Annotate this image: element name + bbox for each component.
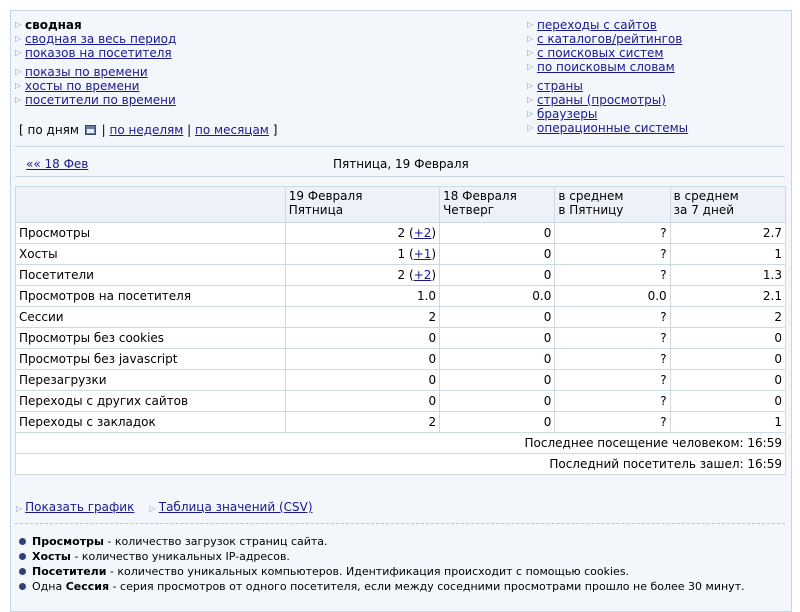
report-menu-right <box>526 18 688 135</box>
value-today: 2 (+2) <box>285 265 439 286</box>
value-today: 0 <box>285 328 439 349</box>
arrow-icon: ▷ <box>527 123 534 132</box>
value-yesterday: 0 <box>440 370 555 391</box>
value-yesterday: 0 <box>440 223 555 244</box>
value-yesterday: 0 <box>440 328 555 349</box>
footer-row <box>16 433 786 454</box>
menu-link[interactable]: страны <box>537 79 583 93</box>
menu-item-summary: ▷ сводная <box>15 18 82 32</box>
value-today: 0 <box>285 391 439 412</box>
period-by-week-link[interactable]: по неделям <box>109 123 184 137</box>
menu-link[interactable]: по поисковым словам <box>537 60 675 74</box>
row-label: Просмотров на посетителя <box>16 286 286 307</box>
row-label: Перезагрузки <box>16 370 286 391</box>
header-avg-7days: в среднем за 7 дней <box>670 187 785 223</box>
bullet-icon <box>19 553 26 560</box>
period-selector: [ по дням | по неделям | по месяцам ] <box>19 123 278 137</box>
value-avg-weekday: ? <box>555 307 670 328</box>
value-avg-7days: 0 <box>670 391 785 412</box>
show-graph-link[interactable]: Показать график <box>25 500 135 514</box>
arrow-icon: ▷ <box>149 504 156 513</box>
row-label: Просмотры <box>16 223 286 244</box>
delta-link[interactable]: +1 <box>413 247 432 261</box>
arrow-icon: ▷ <box>15 67 22 76</box>
menu-link[interactable]: браузеры <box>537 107 598 121</box>
menu-link[interactable]: с поисковых систем <box>537 46 664 60</box>
divider <box>15 146 785 147</box>
row-label: Просмотры без javascript <box>16 349 286 370</box>
value-yesterday: 0 <box>440 412 555 433</box>
arrow-icon: ▷ <box>527 62 534 71</box>
arrow-icon: ▷ <box>527 48 534 57</box>
menu-item-visitors-by-time[interactable] <box>14 93 176 107</box>
value-avg-7days: 2 <box>670 307 785 328</box>
legend-item: Просмотры - количество загрузок страниц сайта. <box>19 534 745 549</box>
row-label: Хосты <box>16 244 286 265</box>
menu-item-views-by-time[interactable] <box>14 65 176 79</box>
arrow-icon: ▷ <box>527 34 534 43</box>
menu-item-os[interactable] <box>526 121 688 135</box>
value-avg-7days: 0 <box>670 349 785 370</box>
date-navigation <box>11 156 791 172</box>
value-avg-weekday: ? <box>555 391 670 412</box>
value-avg-7days: 1.3 <box>670 265 785 286</box>
value-avg-7days: 2.7 <box>670 223 785 244</box>
arrow-icon: ▷ <box>15 20 22 29</box>
row-label: Переходы с закладок <box>16 412 286 433</box>
menu-item-hosts-by-time[interactable] <box>14 79 176 93</box>
arrow-icon: ▷ <box>15 34 22 43</box>
legend-item: Одна Сессия - серия просмотров от одного посетителя, если между соседними просмотрами прошло не более 30 минут. <box>19 579 745 594</box>
table-row <box>16 286 786 307</box>
period-by-day: по дням <box>27 123 79 137</box>
value-avg-weekday: ? <box>555 370 670 391</box>
bullet-icon <box>19 538 26 545</box>
table-row <box>16 244 786 265</box>
menu-item-catalogs[interactable] <box>526 32 688 46</box>
arrow-icon: ▷ <box>15 81 22 90</box>
stats-table <box>15 186 786 475</box>
menu-link[interactable]: переходы с сайтов <box>537 18 657 32</box>
dashed-divider <box>15 523 785 524</box>
stats-panel <box>10 10 792 612</box>
menu-item-browsers[interactable] <box>526 107 688 121</box>
arrow-icon: ▷ <box>15 48 22 57</box>
value-today: 2 (+2) <box>285 223 439 244</box>
value-yesterday: 0 <box>440 391 555 412</box>
value-yesterday: 0 <box>440 244 555 265</box>
value-avg-weekday: ? <box>555 328 670 349</box>
csv-table-link[interactable]: Таблица значений (CSV) <box>158 500 313 514</box>
menu-item-search-engines[interactable] <box>526 46 688 60</box>
last-visitor: Последний посетитель зашел: 16:59 <box>16 454 786 475</box>
actions-bar <box>16 500 313 514</box>
row-label: Посетители <box>16 265 286 286</box>
row-label: Переходы с других сайтов <box>16 391 286 412</box>
value-avg-weekday: 0.0 <box>555 286 670 307</box>
menu-link[interactable]: посетители по времени <box>25 93 176 107</box>
value-avg-weekday: ? <box>555 223 670 244</box>
table-row <box>16 223 786 244</box>
arrow-icon: ▷ <box>527 81 534 90</box>
menu-link[interactable]: хосты по времени <box>25 79 140 93</box>
value-yesterday: 0 <box>440 265 555 286</box>
row-label: Сессии <box>16 307 286 328</box>
menu-link[interactable]: страны (просмотры) <box>537 93 666 107</box>
value-avg-weekday: ? <box>555 349 670 370</box>
menu-link[interactable]: показы по времени <box>25 65 148 79</box>
arrow-icon: ▷ <box>16 504 23 513</box>
value-avg-weekday: ? <box>555 244 670 265</box>
header-yesterday: 18 Февраля Четверг <box>440 187 555 223</box>
arrow-icon: ▷ <box>15 95 22 104</box>
delta-link[interactable]: +2 <box>413 268 432 282</box>
value-yesterday: 0 <box>440 349 555 370</box>
row-label: Просмотры без cookies <box>16 328 286 349</box>
table-row <box>16 391 786 412</box>
report-menu-left <box>14 18 176 107</box>
value-today: 0 <box>285 349 439 370</box>
menu-item-search-words[interactable] <box>526 60 688 74</box>
value-avg-7days: 1 <box>670 244 785 265</box>
table-row <box>16 265 786 286</box>
value-avg-7days: 1 <box>670 412 785 433</box>
table-row <box>16 328 786 349</box>
bullet-icon <box>19 568 26 575</box>
header-label <box>16 187 286 223</box>
menu-item-summary-all[interactable] <box>14 32 176 46</box>
prev-day-link[interactable]: «« 18 Фев <box>26 157 89 171</box>
footer-row <box>16 454 786 475</box>
table-row <box>16 307 786 328</box>
value-today: 2 <box>285 412 439 433</box>
delta-link[interactable]: +2 <box>413 226 432 240</box>
menu-item-countries[interactable] <box>526 79 688 93</box>
value-today: 2 <box>285 307 439 328</box>
menu-link[interactable]: сводная за весь период <box>25 32 177 46</box>
menu-link[interactable]: операционные системы <box>537 121 689 135</box>
arrow-icon: ▷ <box>527 20 534 29</box>
menu-item-views-per-visitor[interactable] <box>14 46 176 60</box>
header-avg-weekday: в среднем в Пятницу <box>555 187 670 223</box>
table-row <box>16 370 786 391</box>
menu-item-referrers[interactable] <box>526 18 688 32</box>
value-today: 0 <box>285 370 439 391</box>
table-row <box>16 412 786 433</box>
value-today: 1.0 <box>285 286 439 307</box>
value-avg-7days: 0 <box>670 328 785 349</box>
table-header-row <box>16 187 786 223</box>
value-avg-7days: 2.1 <box>670 286 785 307</box>
value-yesterday: 0 <box>440 307 555 328</box>
last-human-visit: Последнее посещение человеком: 16:59 <box>16 433 786 454</box>
legend-item: Посетители - количество уникальных компьютеров. Идентификация происходит с помощью cookies. <box>19 564 745 579</box>
value-avg-weekday: ? <box>555 265 670 286</box>
menu-link[interactable]: показов на посетителя <box>25 46 172 60</box>
menu-item-countries-views[interactable] <box>526 93 688 107</box>
current-date: Пятница, 19 Февраля <box>333 157 469 171</box>
value-avg-weekday: ? <box>555 412 670 433</box>
legend-item: Хосты - количество уникальных IP-адресов. <box>19 549 745 564</box>
value-today: 1 (+1) <box>285 244 439 265</box>
header-today: 19 Февраля Пятница <box>285 187 439 223</box>
period-by-month-link[interactable]: по месяцам <box>195 123 269 137</box>
arrow-icon: ▷ <box>527 109 534 118</box>
arrow-icon: ▷ <box>527 95 534 104</box>
calendar-icon[interactable] <box>85 125 96 135</box>
divider <box>15 176 785 177</box>
table-row <box>16 349 786 370</box>
legend <box>19 534 745 594</box>
bullet-icon <box>19 583 26 590</box>
value-yesterday: 0.0 <box>440 286 555 307</box>
value-avg-7days: 0 <box>670 370 785 391</box>
menu-link[interactable]: с каталогов/рейтингов <box>537 32 683 46</box>
